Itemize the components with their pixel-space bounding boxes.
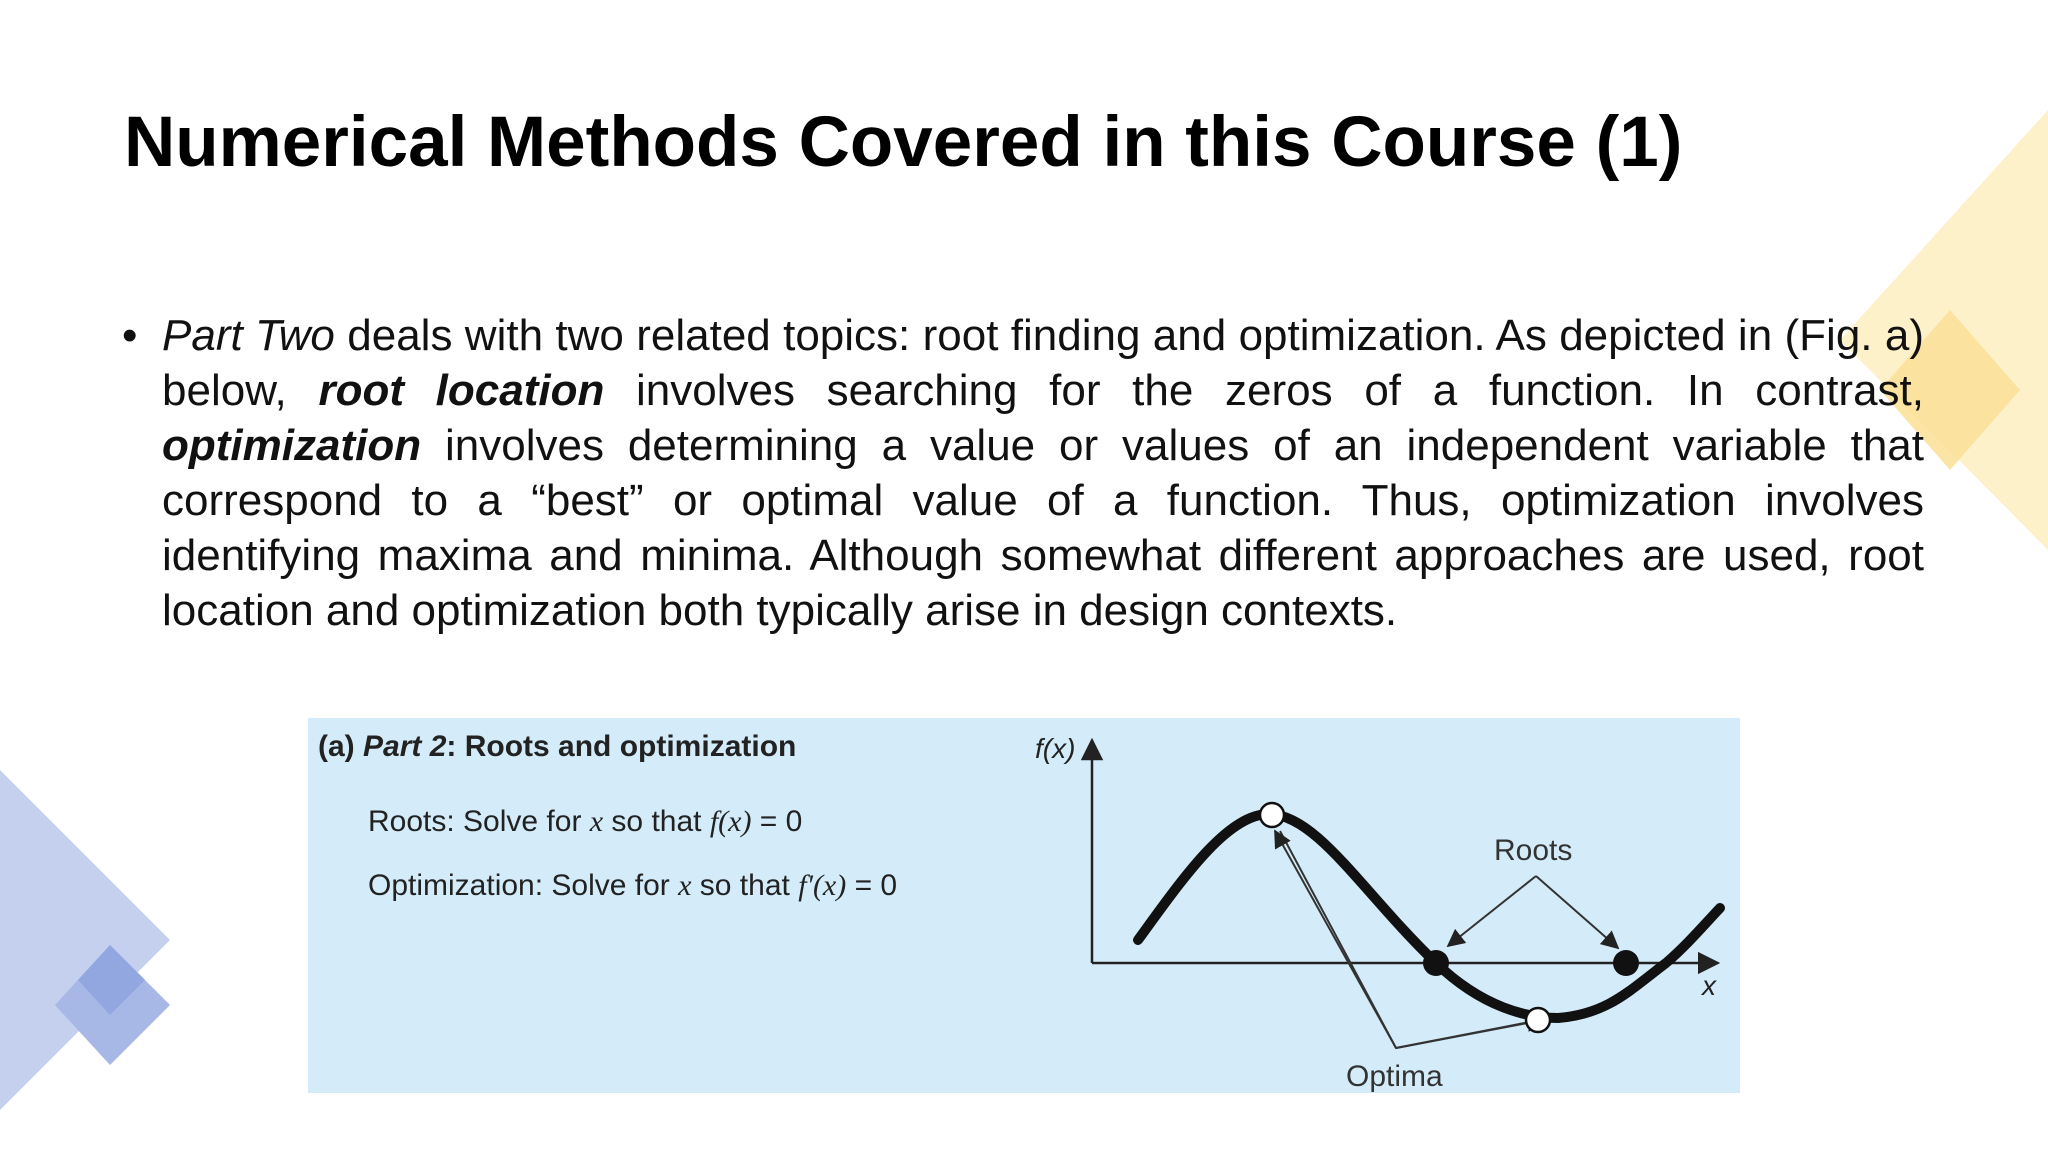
root-point-2 xyxy=(1613,950,1639,976)
decoration-left xyxy=(0,770,180,1152)
roots-mid: so that xyxy=(603,805,710,838)
text-optimization: optimization xyxy=(162,421,422,470)
x-axis-label: x xyxy=(1702,970,1716,1001)
roots-pointer-left xyxy=(1448,876,1536,946)
caption-part: Part 2 xyxy=(363,730,447,763)
caption-prefix: (a) xyxy=(318,730,363,763)
roots-var: x xyxy=(589,805,604,838)
roots-expr: f(x) xyxy=(709,805,752,838)
optima-arrow-max xyxy=(1275,831,1396,1048)
minimum-point xyxy=(1526,1008,1550,1032)
opt-var: x xyxy=(678,869,692,902)
opt-mid: so that xyxy=(691,869,799,902)
optima-arrow-min xyxy=(1396,1020,1543,1048)
caption-rest: : Roots and optimization xyxy=(446,730,797,763)
maximum-point xyxy=(1260,803,1284,827)
slide-title: Numerical Methods Covered in this Course (1) xyxy=(124,103,1683,182)
roots-pointer-right xyxy=(1536,876,1618,948)
bullet-marker: • xyxy=(122,311,138,360)
text-root-location: root location xyxy=(318,366,605,415)
function-curve xyxy=(1138,814,1720,1018)
roots-label: Roots xyxy=(1494,834,1573,867)
y-axis-label: f(x) xyxy=(1035,733,1076,764)
function-plot xyxy=(308,718,1740,1093)
root-point-1 xyxy=(1423,950,1449,976)
optima-label: Optima xyxy=(1346,1060,1443,1093)
text-part-two: Part Two xyxy=(162,311,335,360)
figure-roots-optimization xyxy=(308,718,1740,1093)
text-segment: involves searching for the zeros of a function. In contrast, xyxy=(604,366,1924,415)
roots-post: = 0 xyxy=(751,805,803,838)
opt-expr: f'(x) xyxy=(798,869,847,902)
opt-post: = 0 xyxy=(846,869,898,902)
bullet-paragraph xyxy=(122,308,1924,638)
text-segment: involves determining a value or values of an independent variable that correspond to a “best” or optimal value of a function. Thus, optimization involves identifying maxima and minima. Although somewhat different approaches are used, root location and optimization both typically arise in design contexts. xyxy=(162,421,1924,635)
text-segment: deals with two related topics: root finding and optimization. As depicted in (Fig. a) below, xyxy=(162,311,1924,415)
roots-pre: Roots: Solve for xyxy=(368,805,590,838)
opt-pre: Optimization: Solve for xyxy=(368,869,679,902)
bullet-text xyxy=(162,308,1924,638)
